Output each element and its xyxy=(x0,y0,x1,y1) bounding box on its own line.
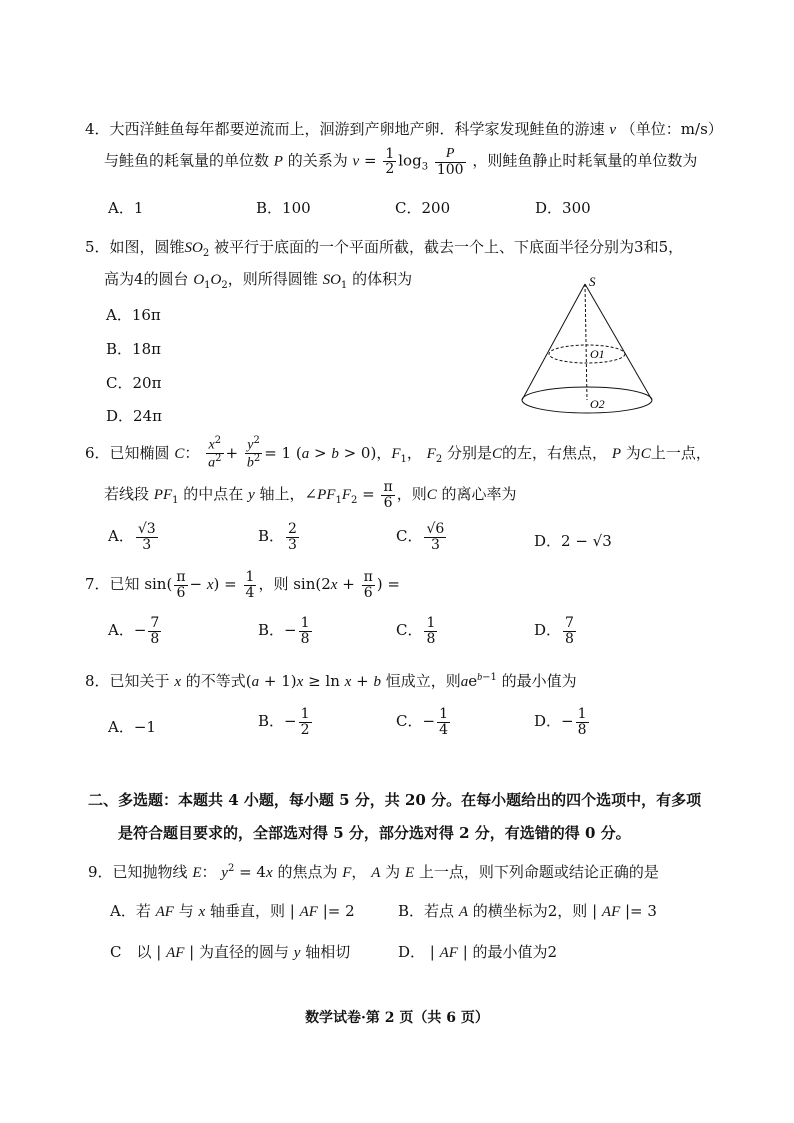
q6-option-b: B． $\frac{2}{3}$ xyxy=(258,521,297,553)
cone-axis xyxy=(585,284,587,400)
q5-line2: 高为4的圆台 $O_1O_2$，则所得圆锥 $SO_1$ 的体积为 xyxy=(104,270,413,291)
q6-option-c: C． $\frac{√6}{3}$ xyxy=(396,521,445,553)
q6-line1: 6．已知椭圆 C： $\frac{x^2}{a^2}$ + $\frac{y^2}{b^2}$ = 1 (a > b > 0)，$F_1$， $F_2$ 分别是C的左，右焦点， P 为C上一点， xyxy=(85,435,711,471)
label-o1: O1 xyxy=(590,347,605,361)
q9-option-d: D． | AF | 的最小值为2 xyxy=(398,943,558,961)
q4-option-b: B．100 xyxy=(256,199,311,217)
q6-line2: 若线段 $PF_1$ 的中点在 y 轴上，$\angle PF_1F_2$ = $\frac{\pi}{6}$ ，则C 的离心率为 xyxy=(104,479,517,511)
q9-line1: 9．已知抛物线 E： $y^2 = 4x$ 的焦点为 F， A 为 E 上一点，则下列命题或结论正确的是 xyxy=(88,863,659,881)
q4-line1: 4．大西洋鲑鱼每年都要逆流而上，洄游到产卵地产卵．科学家发现鲑鱼的游速 v （单位：m/s） xyxy=(85,120,723,138)
page-footer: 数学试卷·第 2 页（共 6 页） xyxy=(305,1010,489,1026)
q9-option-c: C 以 | AF | 为直径的圆与 y 轴相切 xyxy=(110,943,351,961)
cone-left-edge xyxy=(522,284,585,400)
q5-option-b: B．18π xyxy=(106,340,161,358)
q5-option-d: D．24π xyxy=(106,407,162,425)
cone-right-edge xyxy=(585,284,652,400)
q5-line1: 5．如图，圆锥$SO_2$ 被平行于底面的一个平面所截，截去一个上、下底面半径分别为3和5， xyxy=(85,238,684,259)
q5-option-c: C．20π xyxy=(106,374,162,392)
q8-option-c: C．− $\frac{1}{4}$ xyxy=(396,706,448,738)
q4-option-d: D．300 xyxy=(535,199,591,217)
q8-option-d: D．− $\frac{1}{8}$ xyxy=(534,706,587,738)
q7-option-d: D． $\frac{7}{8}$ xyxy=(534,615,574,647)
q4-formula-p100: $\frac{P}{100}$ xyxy=(436,146,464,178)
q4-option-a: A．1 xyxy=(108,199,144,217)
q6-option-a: A． $\frac{√3}{3}$ xyxy=(108,521,156,553)
q8-option-a: A．−1 xyxy=(108,718,156,736)
q7-option-a: A．− $\frac{7}{8}$ xyxy=(108,615,160,647)
q4-formula-half: $\frac{1}{2}$ xyxy=(385,145,395,178)
q6-option-d: D．2 − √3 xyxy=(534,532,612,550)
q7-option-c: C． $\frac{1}{8}$ xyxy=(396,615,436,647)
q7-option-b: B．− $\frac{1}{8}$ xyxy=(258,615,310,647)
section2-heading-line2: 是符合题目要求的，全部选对得 5 分，部分选对得 2 分，有选错的得 0 分。 xyxy=(118,824,631,842)
q5-option-a: A．16π xyxy=(106,306,161,324)
q8-line1: 8．已知关于 x 的不等式(a + 1)x ≥ ln x + b 恒成立，则$ae^{b-1}$ 的最小值为 xyxy=(85,672,577,690)
q4-option-c: C．200 xyxy=(395,199,451,217)
q4-line2: 与鲑鱼的耗氧量的单位数 P 的关系为 v = $\frac{1}{2}$ $\log_3$ $\frac{P}{100}$ ，则鲑鱼静止时耗氧量的单位数为 xyxy=(104,145,698,178)
label-o2: O2 xyxy=(590,397,605,411)
cone-figure xyxy=(520,272,660,422)
q9-option-a: A．若 AF 与 x 轴垂直，则 | AF |= 2 xyxy=(110,902,355,920)
q9-option-b: B．若点 A 的横坐标为2，则 | AF |= 3 xyxy=(398,902,657,920)
section2-heading-line1: 二、多选题：本题共 4 小题，每小题 5 分，共 20 分。在每小题给出的四个选项中，有多项 xyxy=(88,791,702,809)
q7-line1: 7．已知 sin( $\frac{\pi}{6}$ − x) = $\frac{1}{4}$ ，则 sin(2x + $\frac{\pi}{6}$ ) = xyxy=(85,569,400,601)
label-s: S xyxy=(589,274,596,289)
q8-option-b: B．− $\frac{1}{2}$ xyxy=(258,706,310,738)
cone-section-ellipse xyxy=(549,345,625,363)
